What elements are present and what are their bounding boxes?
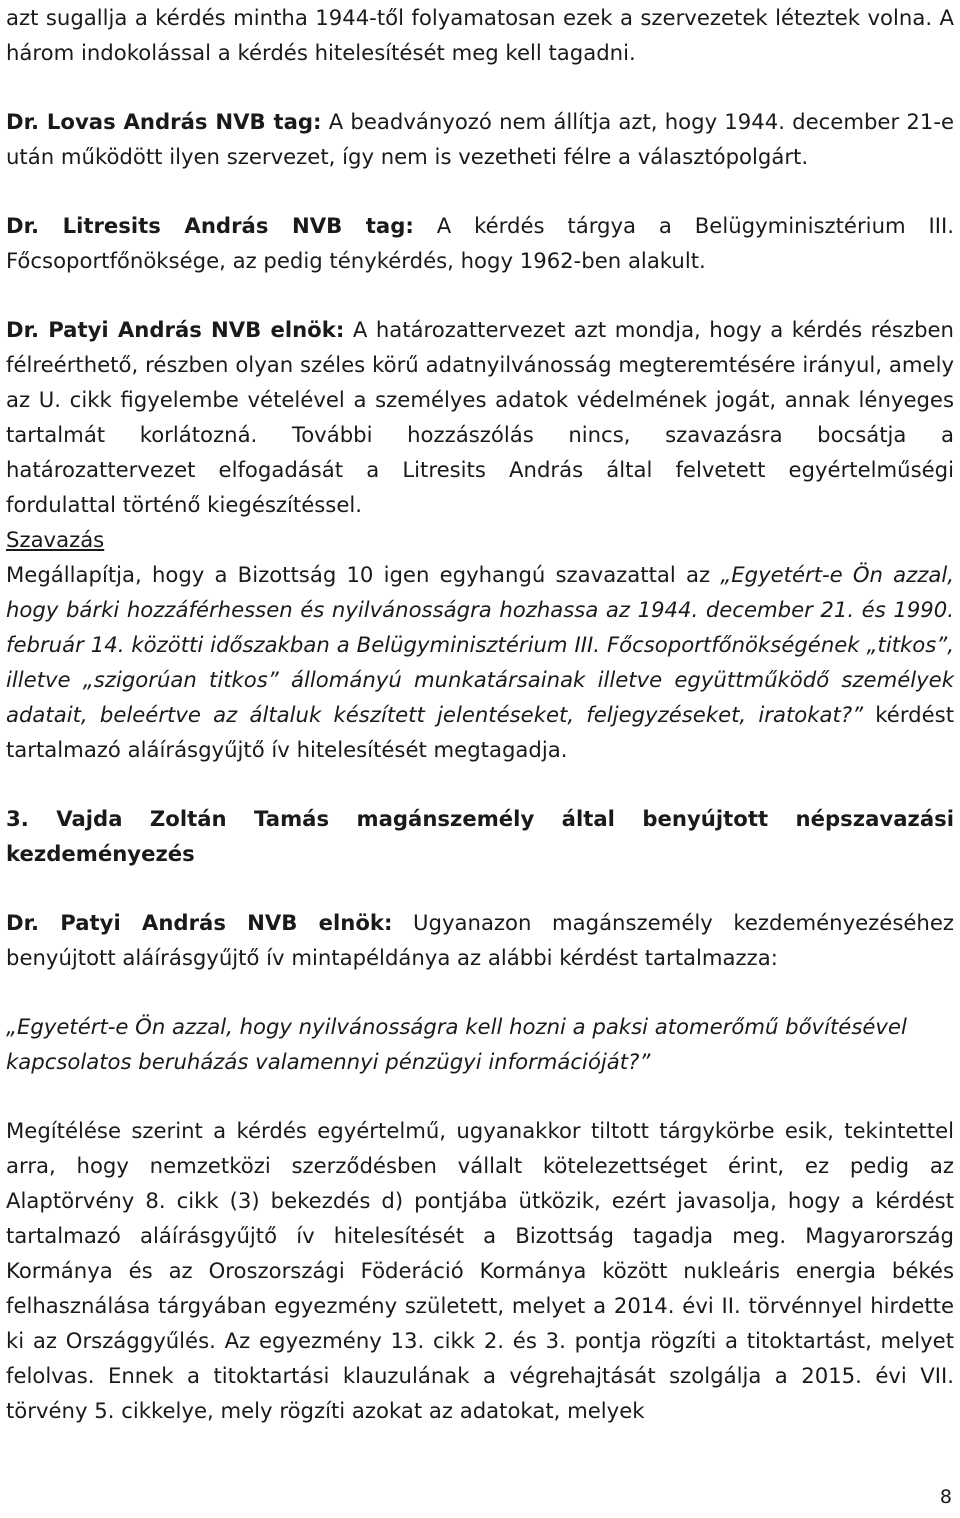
spacer bbox=[6, 1079, 954, 1113]
vote-question: „Egyetért-e Ön azzal, hogy bárki hozzáférhessen és nyilvánosságra hozhassa az 1944. december 21. és 1990. február 14. közötti időszakban a Belügyminisztérium III. Főcsoportfőnökségének „titkos”, illetve „szigorúan titkos” állományú munkatársainak illetve együttműködő személyek adatait, beleértve az általuk készített jelentéseket, feljegyzéseket, iratokat?” bbox=[6, 562, 954, 727]
speaker-label: Dr. Patyi András NVB elnök: bbox=[6, 317, 345, 342]
spacer bbox=[6, 174, 954, 208]
speaker-label: Dr. Lovas András NVB tag: bbox=[6, 109, 322, 134]
vote-intro: Megállapítja, hogy a Bizottság 10 igen egyhangú szavazattal az bbox=[6, 562, 721, 587]
statement-text: A kérdés tárgya a Belügyminisztérium III. Főcsoportfőnöksége, az pedig ténykérdés, hogy 1962-ben alakult. bbox=[6, 213, 954, 273]
section-heading: 3. Vajda Zoltán Tamás magánszemély által benyújtott népszavazási kezdeményezés bbox=[6, 806, 954, 866]
question-quote: „Egyetért-e Ön azzal, hogy nyilvánosságra kell hozni a paksi atomerőmű bővítésével kapcsolatos beruházás valamennyi pénzügyi információját?” bbox=[6, 1014, 907, 1074]
paragraph-patyi-2 bbox=[6, 905, 954, 975]
speaker-label: Dr. Patyi András NVB elnök: bbox=[6, 910, 393, 935]
vote-paragraph bbox=[6, 557, 954, 767]
vote-title bbox=[6, 522, 954, 557]
spacer bbox=[6, 767, 954, 801]
document-page bbox=[6, 0, 954, 1428]
spacer bbox=[6, 70, 954, 104]
spacer bbox=[6, 278, 954, 312]
statement-text: Ugyanazon magánszemély kezdeményezéséhez benyújtott aláírásgyűjtő ív mintapéldánya az alábbi kérdést tartalmazza: bbox=[6, 910, 954, 970]
paragraph-lovas bbox=[6, 104, 954, 174]
spacer bbox=[6, 975, 954, 1009]
paragraph-assessment: Megítélése szerint a kérdés egyértelmű, ugyanakkor tiltott tárgykörbe esik, tekintettel arra, hogy nemzetközi szerződésben vállalt kötelezettséget érint, ez pedig az Alaptörvény 8. cikk (3) bekezdés d) pontjába ütközik, ezért javasolja, hogy a kérdést tartalmazó aláírásgyűjtő ív hitelesítését a Bizottság tagadja meg. Magyarország Kormánya és az Oroszországi Föderáció Kormánya között nukleáris energia békés felhasználása tárgyában egyezmény született, melyet a 2014. évi II. törvénnyel hirdette ki az Országgyűlés. Az egyezmény 13. cikk 2. és 3. pontja rögzíti a titoktartást, melyet felolvas. Ennek a titoktartási klauzulának a végrehajtását szolgálja a 2015. évi VII. törvény 5. cikkelye, mely rögzíti azokat az adatokat, melyek bbox=[6, 1118, 954, 1423]
vote-outro: kérdést tartalmazó aláírásgyűjtő ív hitelesítését megtagadja. bbox=[6, 702, 955, 762]
speaker-label: Dr. Litresits András NVB tag: bbox=[6, 213, 414, 238]
paragraph-litresits bbox=[6, 208, 954, 278]
paragraph-intro: azt sugallja a kérdés mintha 1944-től folyamatosan ezek a szervezetek léteztek volna. A három indokolással a kérdés hitelesítését meg kell tagadni. bbox=[6, 5, 954, 65]
statement-text: A határozattervezet azt mondja, hogy a kérdés részben félreérthető, részben olyan széles körű adatnyilvánosság megteremtésére irányul, amely az U. cikk figyelembe vételével a személyes adatok védelmének jogát, annak lényeges tartalmát korlátozná. További hozzászólás nincs, szavazásra bocsátja a határozattervezet elfogadását a Litresits András által felvetett egyértelműségi fordulattal történő kiegészítéssel. bbox=[6, 317, 954, 517]
vote-title-text: Szavazás bbox=[6, 527, 105, 552]
spacer bbox=[6, 871, 954, 905]
paragraph-patyi bbox=[6, 312, 954, 522]
page-number: 8 bbox=[939, 1486, 952, 1508]
statement-text: A beadványozó nem állítja azt, hogy 1944. december 21-e után működött ilyen szervezet, így nem is vezetheti félre a választópolgárt. bbox=[6, 109, 955, 169]
